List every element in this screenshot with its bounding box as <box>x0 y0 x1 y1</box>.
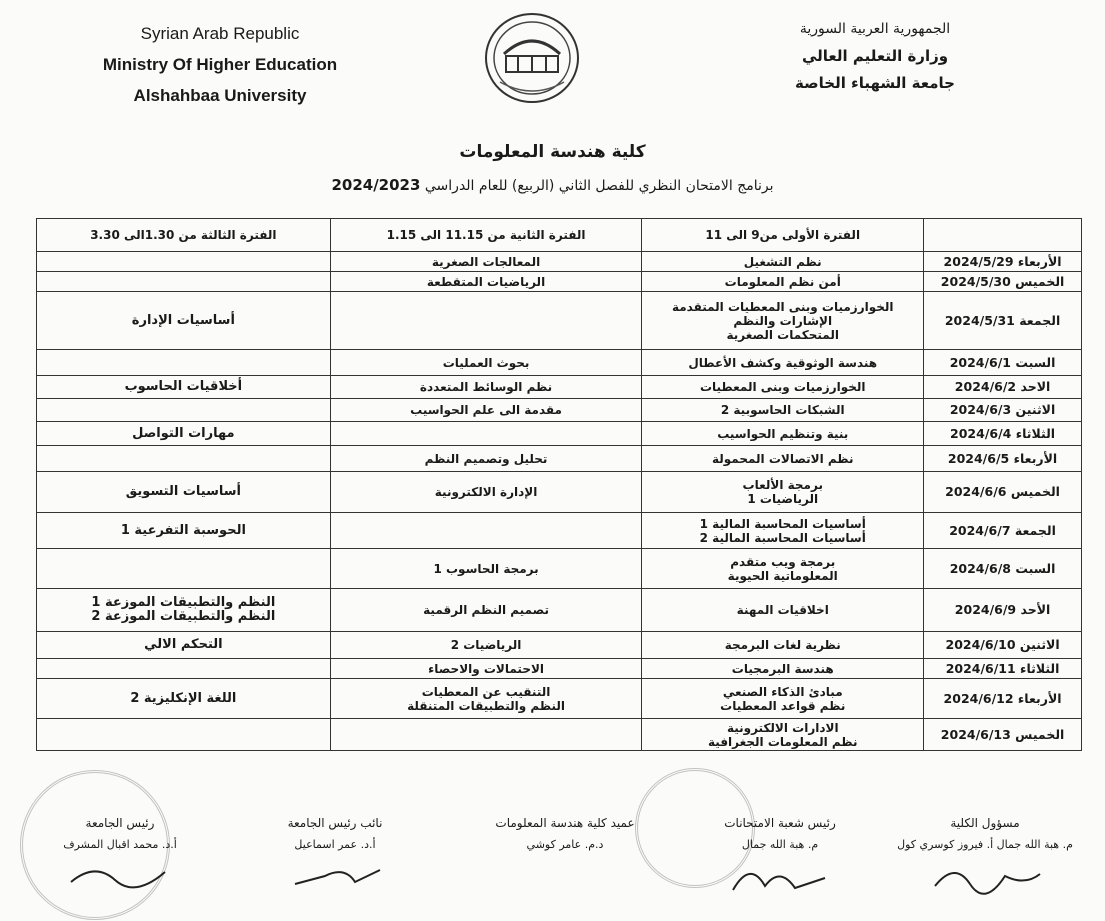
course-name: أخلاقيات الحاسوب <box>124 379 243 394</box>
course-name: النظم والتطبيقات الموزعة 1 <box>91 595 276 610</box>
table-row <box>37 513 1082 549</box>
course-name: أساسيات الإدارة <box>131 312 235 328</box>
course-name: الرياضيات المتقطعة <box>426 274 546 289</box>
ministry-ar: وزارة التعليم العالي <box>801 47 949 65</box>
handwritten-signature <box>925 856 1045 896</box>
period-3-cell <box>37 399 331 422</box>
signature-president <box>30 812 210 892</box>
country-en: Syrian Arab Republic <box>140 24 300 43</box>
period-1-cell <box>642 632 924 659</box>
exam-day-cell: الاثنين 2024/6/3 <box>924 399 1082 422</box>
exam-day-cell: الأربعاء 2024/6/12 <box>924 679 1082 719</box>
course-name: مبادئ الذكاء الصنعي <box>722 684 843 699</box>
course-name: هندسة الوثوقية وكشف الأعطال <box>688 355 878 370</box>
signature-title: رئيس شعبة الامتحانات <box>724 816 836 830</box>
course-name: نظم المعلومات الجغرافية <box>708 734 858 749</box>
period-1-cell <box>642 472 924 513</box>
period-3-cell <box>37 513 331 549</box>
course-name: الإدارة الالكترونية <box>434 485 538 499</box>
course-name: المتحكمات الصغرية <box>726 327 839 342</box>
period1-header: الفترة الأولى من9 الى 11 <box>642 219 924 252</box>
period-3-cell <box>37 719 331 751</box>
course-name: الخوارزميات وبنى المعطيات <box>699 380 866 394</box>
handwritten-signature <box>285 856 385 892</box>
period-2-cell <box>330 292 642 350</box>
period-3-cell <box>37 252 331 272</box>
university-ar: جامعة الشهباء الخاصة <box>795 74 955 92</box>
period-3-cell <box>37 446 331 472</box>
period-1-cell <box>642 513 924 549</box>
period-1-cell <box>642 376 924 399</box>
signature-name: م. هبة الله جمال <box>741 838 819 851</box>
course-name: اللغة الإنكليزية 2 <box>130 690 237 706</box>
course-name: برمجة الألعاب <box>742 478 823 492</box>
signature-name: أ.د. عمر اسماعيل <box>294 838 376 851</box>
period-1-cell <box>642 549 924 589</box>
signature-title: عميد كلية هندسة المعلومات <box>495 816 635 830</box>
table-row <box>37 399 1082 422</box>
schedule-body <box>37 252 1082 751</box>
program-title <box>0 176 1105 194</box>
signature-faculty-officer <box>885 812 1085 896</box>
signature-title: نائب رئيس الجامعة <box>287 816 383 830</box>
course-name: التنقيب عن المعطيات <box>421 684 551 699</box>
period-1-cell <box>642 252 924 272</box>
exam-day-cell: الاثنين 2024/6/10 <box>924 632 1082 659</box>
signature-name: م. هبة الله جمال أ. فيروز كوسري كول <box>897 838 1073 851</box>
period-1-cell <box>642 422 924 446</box>
period-2-cell <box>330 252 642 272</box>
course-name: الإشارات والنظم <box>733 313 833 328</box>
program-text: برنامج الامتحان النظري للفصل الثاني (الربيع) للعام الدراسي <box>424 178 774 194</box>
course-name: نظم قواعد المعطيات <box>720 698 846 713</box>
course-name: النظم والتطبيقات الموزعة 2 <box>91 609 276 624</box>
exam-day-cell: الأربعاء 2024/6/5 <box>924 446 1082 472</box>
course-name: المعلوماتية الحيوية <box>727 568 838 583</box>
exam-day-cell: الخميس 2024/5/30 <box>924 272 1082 292</box>
period-3-cell <box>37 472 331 513</box>
course-name: المعالجات الصغرية <box>431 254 541 269</box>
signature-name: د.م. عامر كوشي <box>526 838 604 851</box>
exam-day-cell: الأحد 2024/6/9 <box>924 589 1082 632</box>
country-ar: الجمهورية العربية السورية <box>799 21 951 37</box>
course-name: أساسيات التسويق <box>125 484 242 499</box>
period-1-cell <box>642 446 924 472</box>
table-row <box>37 679 1082 719</box>
english-header <box>70 18 370 111</box>
signature-exams-head <box>700 812 860 896</box>
exam-day-cell: الأربعاء 2024/5/29 <box>924 252 1082 272</box>
table-row <box>37 292 1082 350</box>
period-3-cell <box>37 589 331 632</box>
period-2-cell <box>330 422 642 446</box>
course-name: بنية وتنظيم الحواسيب <box>717 426 849 441</box>
period-3-cell <box>37 350 331 376</box>
table-row <box>37 446 1082 472</box>
course-name: أمن نظم المعلومات <box>724 274 841 289</box>
table-row <box>37 659 1082 679</box>
period-2-cell <box>330 632 642 659</box>
course-name: نظم الاتصالات المحمولة <box>711 451 854 466</box>
course-name: تحليل وتصميم النظم <box>424 451 548 466</box>
arabic-header <box>770 16 980 97</box>
signature-title: مسؤول الكلية <box>950 816 1020 830</box>
table-row <box>37 422 1082 446</box>
period-1-cell <box>642 659 924 679</box>
period-3-cell <box>37 659 331 679</box>
course-name: الادارات الالكترونية <box>726 720 839 735</box>
table-row <box>37 549 1082 589</box>
course-name: مقدمة الى علم الحواسيب <box>410 403 562 417</box>
handwritten-signature <box>65 856 175 892</box>
period-2-cell <box>330 679 642 719</box>
academic-year: 2024/2023 <box>331 176 421 194</box>
table-row <box>37 350 1082 376</box>
course-name: بحوث العمليات <box>442 355 530 370</box>
course-name: النظم والتطبيقات المتنقلة <box>407 698 566 713</box>
signature-title: رئيس الجامعة <box>85 816 155 830</box>
period-1-cell <box>642 292 924 350</box>
period-3-cell <box>37 632 331 659</box>
course-name: نظرية لغات البرمجة <box>724 638 841 652</box>
period3-header: الفترة الثالثة من 1.30الى 3.30 <box>37 219 331 252</box>
course-name: مهارات التواصل <box>132 425 235 441</box>
period-1-cell <box>642 719 924 751</box>
period-2-cell <box>330 513 642 549</box>
signature-vice-president <box>260 812 410 892</box>
period-1-cell <box>642 589 924 632</box>
table-row <box>37 632 1082 659</box>
exam-day-cell: الاحد 2024/6/2 <box>924 376 1082 399</box>
course-name: التحكم الالي <box>144 637 223 652</box>
period-2-cell <box>330 472 642 513</box>
period-1-cell <box>642 679 924 719</box>
exam-day-cell: الثلاثاء 2024/6/4 <box>924 422 1082 446</box>
university-logo <box>482 10 582 106</box>
period-2-cell <box>330 350 642 376</box>
course-name: تصميم النظم الرقمية <box>423 603 549 617</box>
exam-day-cell: الخميس 2024/6/6 <box>924 472 1082 513</box>
table-header-row <box>37 219 1082 252</box>
period-3-cell <box>37 422 331 446</box>
period-3-cell <box>37 376 331 399</box>
table-row <box>37 589 1082 632</box>
handwritten-signature <box>725 856 835 896</box>
period-3-cell <box>37 549 331 589</box>
period-1-cell <box>642 399 924 422</box>
period-2-cell <box>330 376 642 399</box>
period-3-cell <box>37 292 331 350</box>
exam-day-cell: الخميس 2024/6/13 <box>924 719 1082 751</box>
period-3-cell <box>37 272 331 292</box>
course-name: الحوسبة التفرعية 1 <box>120 522 246 538</box>
signature-dean <box>470 812 660 856</box>
period2-header: الفترة الثانية من 11.15 الى 1.15 <box>330 219 642 252</box>
table-row <box>37 719 1082 751</box>
course-name: الرياضيات 2 <box>450 638 522 652</box>
period-2-cell <box>330 272 642 292</box>
course-name: أساسيات المحاسبة المالية 2 <box>699 530 866 545</box>
course-name: الخوارزميات وبنى المعطيات المتقدمة <box>671 299 894 314</box>
course-name: أساسيات المحاسبة المالية 1 <box>699 516 866 531</box>
exam-day-cell: الجمعة 2024/5/31 <box>924 292 1082 350</box>
period-1-cell <box>642 272 924 292</box>
table-row <box>37 376 1082 399</box>
period-2-cell <box>330 659 642 679</box>
course-name: نظم التشغيل <box>743 254 822 269</box>
table-row <box>37 272 1082 292</box>
ministry-en: Ministry Of Higher Education <box>102 55 338 74</box>
period-2-cell <box>330 589 642 632</box>
exam-day-cell: الجمعة 2024/6/7 <box>924 513 1082 549</box>
exam-day-cell: الثلاثاء 2024/6/11 <box>924 659 1082 679</box>
period-3-cell <box>37 679 331 719</box>
course-name: الشبكات الحاسوبية 2 <box>720 403 845 417</box>
course-name: برمجة ويب متقدم <box>730 554 836 569</box>
course-name: برمجة الحاسوب 1 <box>433 561 539 576</box>
table-row <box>37 472 1082 513</box>
exam-day-cell: السبت 2024/6/8 <box>924 549 1082 589</box>
table-row <box>37 252 1082 272</box>
exam-day-cell: السبت 2024/6/1 <box>924 350 1082 376</box>
course-name: هندسة البرمجيات <box>731 661 834 676</box>
period-2-cell <box>330 446 642 472</box>
faculty-title: كلية هندسة المعلومات <box>459 142 646 162</box>
day-column-header <box>924 219 1082 252</box>
exam-schedule-table <box>36 218 1082 751</box>
period-1-cell <box>642 350 924 376</box>
period-2-cell <box>330 549 642 589</box>
course-name: اخلاقيات المهنة <box>736 603 829 617</box>
university-en: Alshahbaa University <box>133 86 307 105</box>
course-name: نظم الوسائط المتعددة <box>419 380 553 394</box>
period-2-cell <box>330 399 642 422</box>
period-2-cell <box>330 719 642 751</box>
signature-name: أ.د. محمد اقبال المشرف <box>63 838 177 851</box>
course-name: الاحتمالات والاحصاء <box>428 661 545 676</box>
course-name: الرياضيات 1 <box>747 492 819 506</box>
